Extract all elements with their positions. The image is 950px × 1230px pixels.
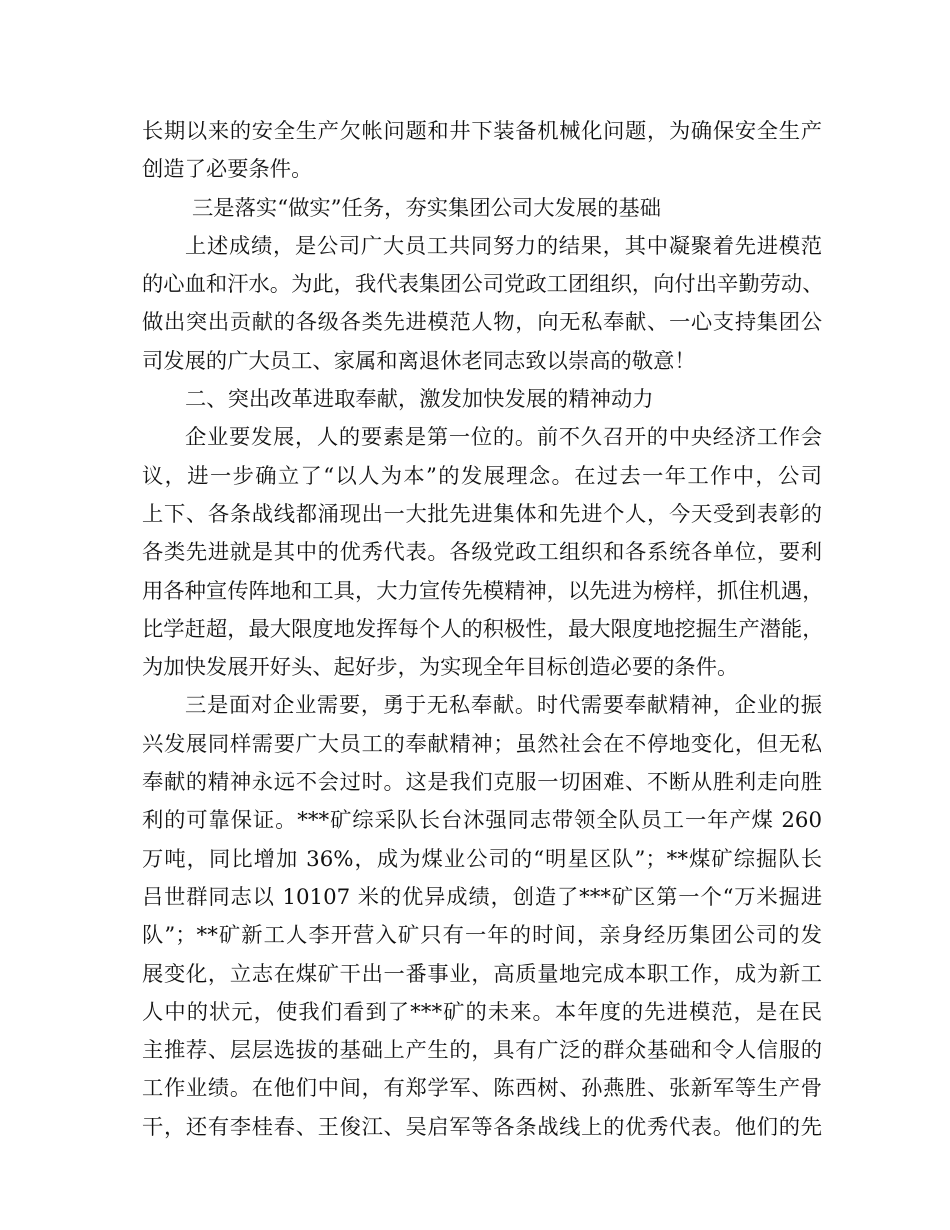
text-line: 利的可靠保证。***矿综采队长台沐强同志带领全队员工一年产煤 260 (142, 808, 822, 834)
text-line: 比学赶超，最大限度地发挥每个人的积极性，最大限度地挖掘生产潜能， (142, 616, 824, 642)
text-line: 奉献的精神永远不会过时。这是我们克服一切困难、不断从胜利走向胜 (142, 770, 822, 796)
text-line: 工作业绩。在他们中间，有郑学军、陈西树、孙燕胜、张新军等生产骨 (142, 1076, 822, 1102)
paragraph-first-line: 三是面对企业需要，勇于无私奉献。时代需要奉献精神，企业的振 (185, 693, 822, 719)
paragraph-first-line: 企业要发展，人的要素是第一位的。前不久召开的中央经济工作会 (185, 425, 822, 451)
text-line: 的心血和汗水。为此，我代表集团公司党政工团组织，向付出辛勤劳动、 (142, 272, 824, 298)
text-line: 展变化，立志在煤矿干出一番事业，高质量地完成本职工作，成为新工 (142, 961, 822, 987)
text-line: 主推荐、层层选拔的基础上产生的，具有广泛的群众基础和令人信服的 (142, 1038, 822, 1064)
text-line: 创造了必要条件。 (142, 157, 313, 183)
text-line: 用各种宣传阵地和工具，大力宣传先模精神，以先进为榜样，抓住机遇， (142, 578, 824, 604)
text-line: 万吨，同比增加 36%，成为煤业公司的“明星区队”；**煤矿综掘队长 (142, 846, 822, 872)
text-line: 上下、各条战线都涌现出一大批先进集体和先进个人，今天受到表彰的 (142, 501, 822, 527)
text-line: 人中的状元，使我们看到了***矿的未来。本年度的先进模范，是在民 (142, 999, 822, 1025)
text-line: 各类先进就是其中的优秀代表。各级党政工组织和各系统各单位，要利 (142, 540, 822, 566)
text-line: 司发展的广大员工、家属和离退休老同志致以崇高的敬意！ (142, 348, 696, 374)
text-line: 队”；**矿新工人李开营入矿只有一年的时间，亲身经历集团公司的发 (142, 923, 822, 949)
text-line: 吕世群同志以 10107 米的优异成绩，创造了***矿区第一个“万米掘进 (142, 884, 822, 910)
section-heading: 三是落实“做实”任务，夯实集团公司大发展的基础 (192, 195, 662, 221)
body-text (142, 113, 822, 1147)
text-line: 干，还有李桂春、王俊江、吴启军等各条战线上的优秀代表。他们的先 (142, 1114, 822, 1140)
paragraph-first-line: 上述成绩，是公司广大员工共同努力的结果，其中凝聚着先进模范 (185, 233, 822, 259)
text-line: 做出突出贡献的各级各类先进模范人物，向无私奉献、一心支持集团公 (142, 310, 822, 336)
text-line: 长期以来的安全生产欠帐问题和井下装备机械化问题，为确保安全生产 (142, 119, 822, 144)
text-line: 为加快发展开好头、起好步，为实现全年目标创造必要的条件。 (142, 655, 739, 681)
text-line: 兴发展同样需要广大员工的奉献精神；虽然社会在不停地变化，但无私 (142, 731, 822, 757)
text-line: 议，进一步确立了“以人为本”的发展理念。在过去一年工作中，公司 (142, 463, 822, 489)
section-heading: 二、突出改革进取奉献，激发加快发展的精神动力 (185, 387, 654, 413)
